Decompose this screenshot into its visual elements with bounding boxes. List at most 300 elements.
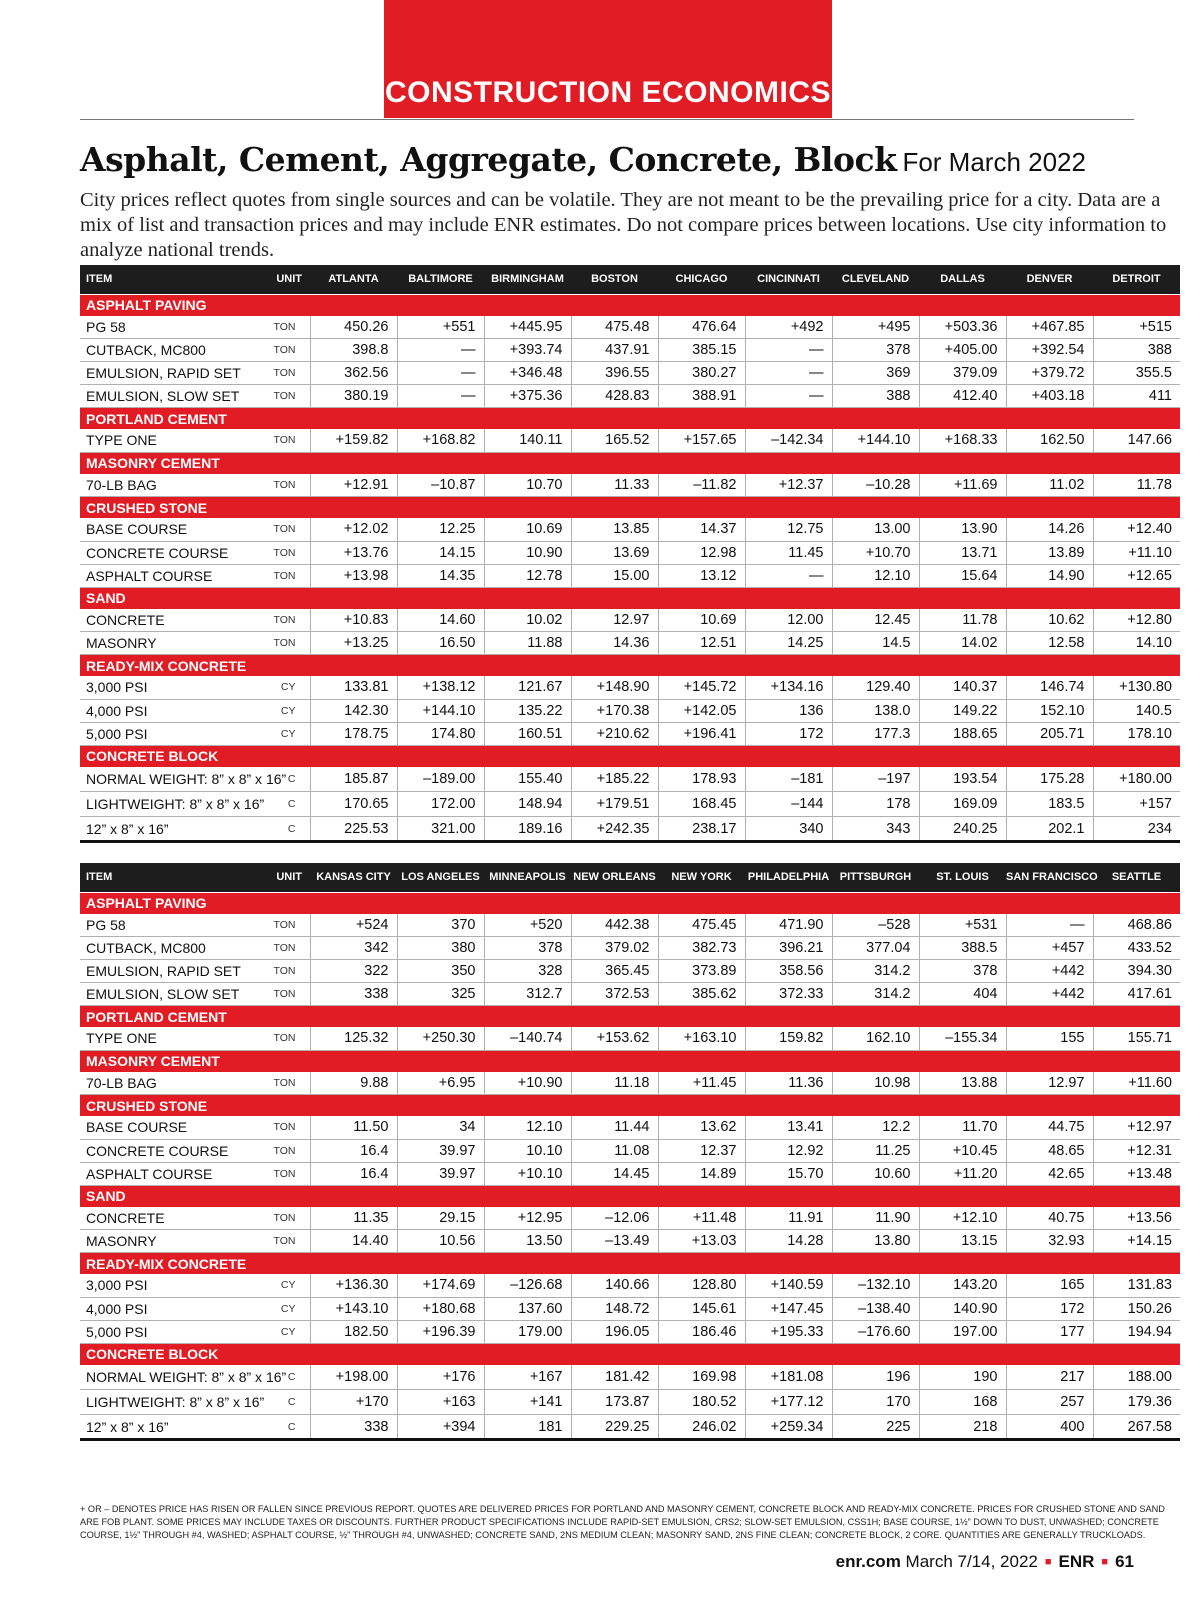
price-cell: 169.98 xyxy=(658,1365,745,1390)
column-header-item: ITEM xyxy=(86,871,113,884)
price-cell: +375.36 xyxy=(484,385,571,408)
price-cell: 10.56 xyxy=(397,1230,484,1253)
price-cell: 370 xyxy=(397,914,484,937)
price-cell: 194.94 xyxy=(1093,1320,1180,1343)
row-label: EMULSION, RAPID SET xyxy=(80,960,264,983)
price-cell: 16.4 xyxy=(310,1162,397,1185)
row-unit: CY xyxy=(264,1320,310,1343)
price-cell: –142.34 xyxy=(745,429,832,452)
price-cell: 13.12 xyxy=(658,564,745,587)
price-cell: 178.10 xyxy=(1093,722,1180,745)
price-cell: 10.90 xyxy=(484,541,571,564)
price-cell: 196.05 xyxy=(571,1320,658,1343)
price-cell: +179.51 xyxy=(571,792,658,817)
price-cell: 12.10 xyxy=(832,564,919,587)
section-title: READY-MIX CONCRETE xyxy=(80,655,1180,677)
section-header-row xyxy=(80,452,1180,474)
price-cell: +457 xyxy=(1006,937,1093,960)
table-row xyxy=(80,429,1180,452)
price-cell: 48.65 xyxy=(1006,1139,1093,1162)
price-cell: +168.33 xyxy=(919,429,1006,452)
price-cell: — xyxy=(397,339,484,362)
price-cell: 177 xyxy=(1006,1320,1093,1343)
price-cell: +405.00 xyxy=(919,339,1006,362)
price-cell: 13.69 xyxy=(571,541,658,564)
price-cell: 229.25 xyxy=(571,1415,658,1440)
price-cell: 312.7 xyxy=(484,983,571,1006)
section-header-row xyxy=(80,1343,1180,1365)
row-unit: TON xyxy=(264,564,310,587)
price-cell: 188.00 xyxy=(1093,1365,1180,1390)
price-cell: 475.48 xyxy=(571,316,658,339)
price-cell: 12.10 xyxy=(484,1116,571,1139)
section-header-row xyxy=(80,1050,1180,1072)
price-cell: 14.40 xyxy=(310,1230,397,1253)
header-row xyxy=(80,863,1180,892)
price-cell: 11.02 xyxy=(1006,474,1093,497)
price-cell: 14.36 xyxy=(571,632,658,655)
price-cell: –138.40 xyxy=(832,1297,919,1320)
title-main: Asphalt, Cement, Aggregate, Concrete, Block xyxy=(80,140,897,179)
price-cell: +12.02 xyxy=(310,518,397,541)
section-title: SAND xyxy=(80,587,1180,609)
price-cell: +524 xyxy=(310,914,397,937)
section-title: CONCRETE BLOCK xyxy=(80,1343,1180,1365)
price-cell: 404 xyxy=(919,983,1006,1006)
column-header-city: NEW YORK xyxy=(671,871,732,884)
price-cell: 322 xyxy=(310,960,397,983)
price-cell: 378 xyxy=(919,960,1006,983)
column-header-unit: UNIT xyxy=(276,871,302,884)
price-cell: +442 xyxy=(1006,983,1093,1006)
row-label: CONCRETE COURSE xyxy=(80,541,264,564)
row-label: 5,000 PSI xyxy=(80,722,264,745)
price-cell: +167 xyxy=(484,1365,571,1390)
price-cell: 396.21 xyxy=(745,937,832,960)
price-cell: 133.81 xyxy=(310,676,397,699)
price-cell: 14.60 xyxy=(397,609,484,632)
price-cell: 162.50 xyxy=(1006,429,1093,452)
price-cell: 175.28 xyxy=(1006,767,1093,792)
price-cell: +136.30 xyxy=(310,1274,397,1297)
price-cell: 159.82 xyxy=(745,1027,832,1050)
price-cell: 15.70 xyxy=(745,1162,832,1185)
table-row xyxy=(80,541,1180,564)
price-cell: 385.15 xyxy=(658,339,745,362)
price-cell: +210.62 xyxy=(571,722,658,745)
price-cell: 338 xyxy=(310,1415,397,1440)
price-cell: 197.00 xyxy=(919,1320,1006,1343)
price-cell: 13.00 xyxy=(832,518,919,541)
folio-date: March 7/14, 2022 xyxy=(905,1552,1038,1571)
price-cell: +10.45 xyxy=(919,1139,1006,1162)
price-cell: 12.58 xyxy=(1006,632,1093,655)
price-cell: 14.89 xyxy=(658,1162,745,1185)
price-cell: 225 xyxy=(832,1415,919,1440)
price-cell: 10.10 xyxy=(484,1139,571,1162)
row-unit: TON xyxy=(264,1072,310,1095)
price-cell: 355.5 xyxy=(1093,362,1180,385)
price-cell: 11.91 xyxy=(745,1207,832,1230)
price-cell: 398.8 xyxy=(310,339,397,362)
price-cell: 12.2 xyxy=(832,1116,919,1139)
price-cell: 365.45 xyxy=(571,960,658,983)
price-cell: 140.5 xyxy=(1093,699,1180,722)
price-cell: 238.17 xyxy=(658,817,745,842)
price-cell: 11.44 xyxy=(571,1116,658,1139)
price-cell: 396.55 xyxy=(571,362,658,385)
price-cell: 202.1 xyxy=(1006,817,1093,842)
price-cell: 14.5 xyxy=(832,632,919,655)
price-cell: 148.72 xyxy=(571,1297,658,1320)
row-unit: TON xyxy=(264,1207,310,1230)
price-cell: 152.10 xyxy=(1006,699,1093,722)
row-label: CUTBACK, MC800 xyxy=(80,937,264,960)
price-cell: +10.70 xyxy=(832,541,919,564)
price-cell: 125.32 xyxy=(310,1027,397,1050)
column-header-city: DALLAS xyxy=(940,273,985,286)
table-body xyxy=(80,892,1180,1440)
price-cell: +242.35 xyxy=(571,817,658,842)
price-cell: 218 xyxy=(919,1415,1006,1440)
row-unit: CY xyxy=(264,699,310,722)
column-header-city: SEATTLE xyxy=(1111,871,1162,884)
price-cell: 14.26 xyxy=(1006,518,1093,541)
price-cell: 267.58 xyxy=(1093,1415,1180,1440)
price-cell: 170 xyxy=(832,1390,919,1415)
price-cell: +180.00 xyxy=(1093,767,1180,792)
price-cell: 178 xyxy=(832,792,919,817)
row-label: CUTBACK, MC800 xyxy=(80,339,264,362)
price-cell: +159.82 xyxy=(310,429,397,452)
price-cell: 12.25 xyxy=(397,518,484,541)
price-cell: +11.20 xyxy=(919,1162,1006,1185)
price-cell: –197 xyxy=(832,767,919,792)
column-header-city: ATLANTA xyxy=(328,273,379,286)
row-unit: TON xyxy=(264,1230,310,1253)
section-header-row xyxy=(80,1253,1180,1275)
price-cell: 380.27 xyxy=(658,362,745,385)
table-row xyxy=(80,817,1180,842)
price-cell: 13.71 xyxy=(919,541,1006,564)
row-unit: TON xyxy=(264,609,310,632)
row-label: CONCRETE xyxy=(80,1207,264,1230)
price-cell: 343 xyxy=(832,817,919,842)
price-cell: 13.90 xyxy=(919,518,1006,541)
price-cell: 172 xyxy=(745,722,832,745)
section-header-row xyxy=(80,497,1180,519)
row-unit: C xyxy=(264,767,310,792)
price-cell: 160.51 xyxy=(484,722,571,745)
price-cell: +11.48 xyxy=(658,1207,745,1230)
price-cell: — xyxy=(397,362,484,385)
price-cell: 143.20 xyxy=(919,1274,1006,1297)
price-cell: 380.19 xyxy=(310,385,397,408)
price-cell: 11.78 xyxy=(1093,474,1180,497)
table-row xyxy=(80,1207,1180,1230)
price-cell: 400 xyxy=(1006,1415,1093,1440)
price-cell: 388.91 xyxy=(658,385,745,408)
price-cell: 225.53 xyxy=(310,817,397,842)
price-cell: 342 xyxy=(310,937,397,960)
price-cell: +10.83 xyxy=(310,609,397,632)
price-cell: +467.85 xyxy=(1006,316,1093,339)
price-cell: 148.94 xyxy=(484,792,571,817)
price-cell: +403.18 xyxy=(1006,385,1093,408)
table-row xyxy=(80,914,1180,937)
price-cell: –181 xyxy=(745,767,832,792)
price-cell: 12.98 xyxy=(658,541,745,564)
price-cell: 13.89 xyxy=(1006,541,1093,564)
price-cell: +12.31 xyxy=(1093,1139,1180,1162)
price-cell: 137.60 xyxy=(484,1297,571,1320)
price-cell: 475.45 xyxy=(658,914,745,937)
price-cell: +503.36 xyxy=(919,316,1006,339)
table-row xyxy=(80,474,1180,497)
price-cell: 155.71 xyxy=(1093,1027,1180,1050)
section-header-row xyxy=(80,294,1180,316)
column-header-city: NEW ORLEANS xyxy=(573,871,656,884)
price-cell: 11.35 xyxy=(310,1207,397,1230)
row-label: BASE COURSE xyxy=(80,1116,264,1139)
price-cell: 340 xyxy=(745,817,832,842)
price-cell: –176.60 xyxy=(832,1320,919,1343)
row-label: PG 58 xyxy=(80,914,264,937)
price-cell: +531 xyxy=(919,914,1006,937)
price-cell: +147.45 xyxy=(745,1297,832,1320)
price-cell: 14.02 xyxy=(919,632,1006,655)
section-title: CRUSHED STONE xyxy=(80,1095,1180,1117)
row-label: EMULSION, RAPID SET xyxy=(80,362,264,385)
price-cell: +12.97 xyxy=(1093,1116,1180,1139)
price-cell: 12.37 xyxy=(658,1139,745,1162)
price-cell: 14.25 xyxy=(745,632,832,655)
table-row xyxy=(80,983,1180,1006)
row-unit: TON xyxy=(264,385,310,408)
price-cell: +346.48 xyxy=(484,362,571,385)
row-label: 4,000 PSI xyxy=(80,1297,264,1320)
table-row xyxy=(80,1365,1180,1390)
row-unit: TON xyxy=(264,632,310,655)
table-row xyxy=(80,1274,1180,1297)
row-label: LIGHTWEIGHT: 8” x 8” x 16” xyxy=(80,792,264,817)
price-cell: 385.62 xyxy=(658,983,745,1006)
price-cell: 145.61 xyxy=(658,1297,745,1320)
price-cell: 29.15 xyxy=(397,1207,484,1230)
price-cell: 13.85 xyxy=(571,518,658,541)
price-cell: 12.75 xyxy=(745,518,832,541)
price-cell: –189.00 xyxy=(397,767,484,792)
price-cell: +195.33 xyxy=(745,1320,832,1343)
price-cell: 179.36 xyxy=(1093,1390,1180,1415)
row-label: 12” x 8” x 16” xyxy=(80,1415,264,1440)
price-cell: 13.50 xyxy=(484,1230,571,1253)
price-cell: 15.64 xyxy=(919,564,1006,587)
price-cell: 10.60 xyxy=(832,1162,919,1185)
price-cell: 205.71 xyxy=(1006,722,1093,745)
table-row xyxy=(80,937,1180,960)
table-row xyxy=(80,609,1180,632)
price-cell: 185.87 xyxy=(310,767,397,792)
table-row xyxy=(80,1116,1180,1139)
price-cell: 165 xyxy=(1006,1274,1093,1297)
table-row xyxy=(80,316,1180,339)
price-cell: 13.15 xyxy=(919,1230,1006,1253)
price-cell: 150.26 xyxy=(1093,1297,1180,1320)
section-header-row xyxy=(80,1095,1180,1117)
price-cell: +153.62 xyxy=(571,1027,658,1050)
price-cell: 10.70 xyxy=(484,474,571,497)
page-folio xyxy=(836,1552,1134,1572)
price-cell: 39.97 xyxy=(397,1162,484,1185)
section-title: CRUSHED STONE xyxy=(80,497,1180,519)
price-cell: 15.00 xyxy=(571,564,658,587)
price-cell: +196.41 xyxy=(658,722,745,745)
row-label: LIGHTWEIGHT: 8” x 8” x 16” xyxy=(80,1390,264,1415)
price-cell: 168 xyxy=(919,1390,1006,1415)
price-cell: 11.78 xyxy=(919,609,1006,632)
price-cell: 13.88 xyxy=(919,1072,1006,1095)
price-cell: +138.12 xyxy=(397,676,484,699)
price-cell: +11.45 xyxy=(658,1072,745,1095)
price-cell: +198.00 xyxy=(310,1365,397,1390)
section-title: CONCRETE BLOCK xyxy=(80,745,1180,767)
table-header xyxy=(80,265,1180,294)
price-cell: 12.45 xyxy=(832,609,919,632)
price-cell: 257 xyxy=(1006,1390,1093,1415)
price-cell: +181.08 xyxy=(745,1365,832,1390)
price-cell: +515 xyxy=(1093,316,1180,339)
price-cell: 40.75 xyxy=(1006,1207,1093,1230)
price-cell: +379.72 xyxy=(1006,362,1093,385)
price-cell: 196 xyxy=(832,1365,919,1390)
price-cell: 179.00 xyxy=(484,1320,571,1343)
section-title: MASONRY CEMENT xyxy=(80,452,1180,474)
price-cell: 314.2 xyxy=(832,983,919,1006)
page-title xyxy=(80,140,1086,179)
price-cell: +13.98 xyxy=(310,564,397,587)
price-cell: +10.90 xyxy=(484,1072,571,1095)
price-cell: +392.54 xyxy=(1006,339,1093,362)
price-cell: 433.52 xyxy=(1093,937,1180,960)
price-cell: –140.74 xyxy=(484,1027,571,1050)
column-header-city: SAN FRANCISCO xyxy=(1006,871,1098,884)
price-cell: +11.10 xyxy=(1093,541,1180,564)
price-cell: 379.09 xyxy=(919,362,1006,385)
price-cell: 177.3 xyxy=(832,722,919,745)
column-header-city: CHICAGO xyxy=(675,273,728,286)
price-cell: 12.97 xyxy=(1006,1072,1093,1095)
price-cell: 173.87 xyxy=(571,1390,658,1415)
price-cell: 12.00 xyxy=(745,609,832,632)
price-cell: 234 xyxy=(1093,817,1180,842)
price-cell: +148.90 xyxy=(571,676,658,699)
price-cell: +250.30 xyxy=(397,1027,484,1050)
row-label: TYPE ONE xyxy=(80,1027,264,1050)
price-cell: –126.68 xyxy=(484,1274,571,1297)
row-unit: TON xyxy=(264,474,310,497)
row-label: NORMAL WEIGHT: 8” x 8” x 16” xyxy=(80,767,264,792)
row-label: 70-LB BAG xyxy=(80,1072,264,1095)
table-row xyxy=(80,518,1180,541)
price-cell: 11.88 xyxy=(484,632,571,655)
row-label: MASONRY xyxy=(80,632,264,655)
price-cell: 437.91 xyxy=(571,339,658,362)
price-cell: 411 xyxy=(1093,385,1180,408)
price-cell: 12.51 xyxy=(658,632,745,655)
section-header-row xyxy=(80,892,1180,914)
column-header-city: MINNEAPOLIS xyxy=(489,871,566,884)
column-header-city: DETROIT xyxy=(1112,273,1161,286)
table-row xyxy=(80,722,1180,745)
row-label: EMULSION, SLOW SET xyxy=(80,385,264,408)
price-cell: 321.00 xyxy=(397,817,484,842)
title-suffix: For March 2022 xyxy=(902,147,1086,177)
table-row xyxy=(80,792,1180,817)
price-cell: 471.90 xyxy=(745,914,832,937)
price-cell: 10.98 xyxy=(832,1072,919,1095)
row-label: ASPHALT COURSE xyxy=(80,564,264,587)
price-cell: 182.50 xyxy=(310,1320,397,1343)
price-cell: 44.75 xyxy=(1006,1116,1093,1139)
column-header-city: KANSAS CITY xyxy=(316,871,391,884)
row-label: CONCRETE COURSE xyxy=(80,1139,264,1162)
price-cell: 14.15 xyxy=(397,541,484,564)
row-unit: TON xyxy=(264,339,310,362)
column-header-unit: UNIT xyxy=(276,273,302,286)
table-row xyxy=(80,564,1180,587)
table-row xyxy=(80,676,1180,699)
row-label: 12” x 8” x 16” xyxy=(80,817,264,842)
price-cell: +10.10 xyxy=(484,1162,571,1185)
section-title: PORTLAND CEMENT xyxy=(80,408,1180,430)
price-cell: +170 xyxy=(310,1390,397,1415)
price-cell: +196.39 xyxy=(397,1320,484,1343)
price-cell: +520 xyxy=(484,914,571,937)
price-cell: +12.37 xyxy=(745,474,832,497)
price-cell: 129.40 xyxy=(832,676,919,699)
price-cell: 39.97 xyxy=(397,1139,484,1162)
price-cell: 10.69 xyxy=(484,518,571,541)
price-cell: +12.95 xyxy=(484,1207,571,1230)
table-row xyxy=(80,362,1180,385)
square-icon: ■ xyxy=(1101,1556,1109,1568)
price-cell: 11.36 xyxy=(745,1072,832,1095)
price-cell: +11.60 xyxy=(1093,1072,1180,1095)
price-cell: 362.56 xyxy=(310,362,397,385)
price-cell: +168.82 xyxy=(397,429,484,452)
price-cell: 11.33 xyxy=(571,474,658,497)
price-cell: 246.02 xyxy=(658,1415,745,1440)
price-cell: +12.10 xyxy=(919,1207,1006,1230)
row-label: 5,000 PSI xyxy=(80,1320,264,1343)
table-row xyxy=(80,385,1180,408)
row-unit: TON xyxy=(264,316,310,339)
column-header-city: CLEVELAND xyxy=(841,273,910,286)
square-icon: ■ xyxy=(1044,1556,1052,1568)
folio-page: 61 xyxy=(1115,1552,1134,1571)
table-row xyxy=(80,767,1180,792)
intro-paragraph: City prices reflect quotes from single sources and can be volatile. They are not meant to be the prevailing price for a city. Data are a mix of list and transaction prices and may include ENR estimates. Do not compare prices between locations. Use city information to analyze national trends. xyxy=(80,189,1167,261)
price-table-2 xyxy=(80,863,1180,1441)
price-cell: 188.65 xyxy=(919,722,1006,745)
row-label: EMULSION, SLOW SET xyxy=(80,983,264,1006)
section-title: MASONRY CEMENT xyxy=(80,1050,1180,1072)
price-cell: +13.76 xyxy=(310,541,397,564)
price-cell: –155.34 xyxy=(919,1027,1006,1050)
table-row xyxy=(80,1230,1180,1253)
price-cell: 165.52 xyxy=(571,429,658,452)
